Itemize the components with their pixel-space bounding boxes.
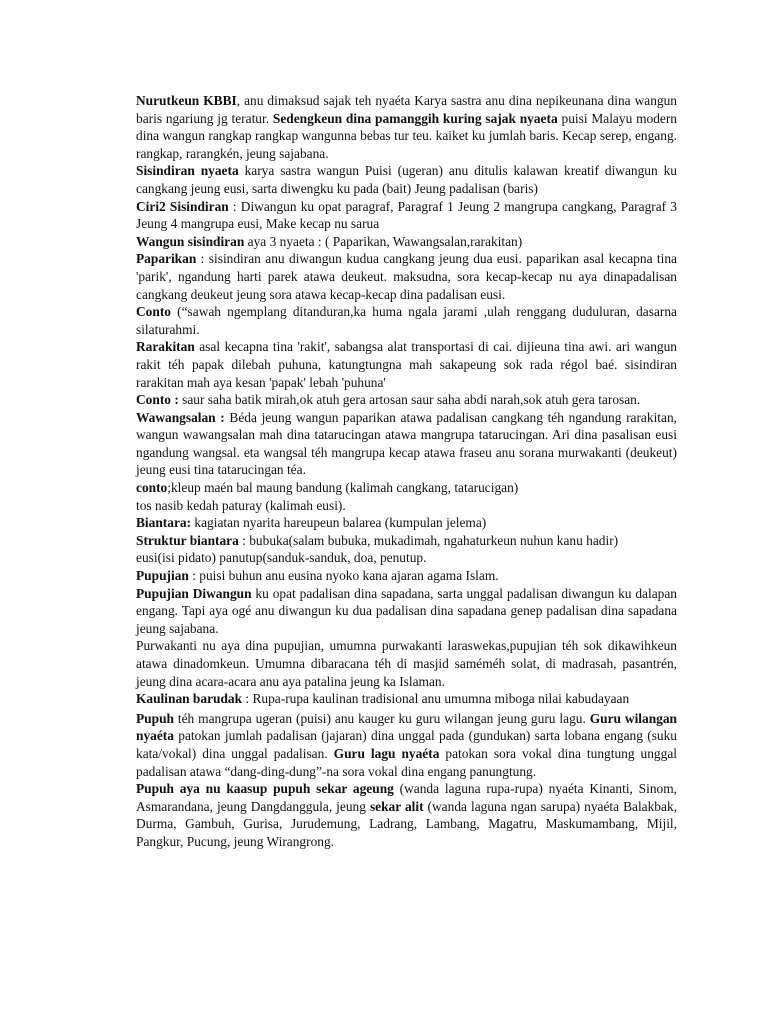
term-rarakitan: Rarakitan: [136, 339, 195, 355]
term-pupuh: Pupuh: [136, 710, 174, 726]
term-conto: Conto: [136, 304, 171, 320]
text-run: ;kleup maén bal maung bandung (kalimah cangkang, tatarucigan): [167, 480, 519, 496]
text-run: : Diwangun ku opat paragraf, Paragraf 1 Jeung 2 mangrupa cangkang, Paragraf 3 Jeung 4 mangrupa eusi, Make kecap nu sarua: [136, 198, 677, 232]
text-run: (wanda laguna ngan sarupa) nyaéta Balakbak, Durma, Gambuh, Gurisa, Jurudemung, Ladrang, Lambang, Magatru, Maskumambang, Mijil, Pangkur, Pucung, jeung Wirangrong.: [136, 798, 677, 849]
text-run: , anu dimaksud sajak teh nyaéta Karya sastra anu dina nepikeunana dina wangun baris ngariung jg teratur.: [136, 93, 677, 126]
paragraph-conto-paparikan: [136, 303, 677, 338]
paragraph-sisindiran-definition: [136, 162, 677, 197]
paragraph-pupujian: [136, 567, 677, 585]
term-sekar-alit: sekar alit: [369, 798, 424, 814]
text-run: : sisindiran anu diwangun kudua cangkang jeung dua eusi. paparikan asal kecapna tina 'parik', ngandung harti parek atawa deukeut. maksudna, sora kecap-kecap nu aya dinapadalisan cangkang deukeut jeung sora atawa kecap-kecap dina padalisan eusi.: [136, 251, 677, 302]
paragraph-conto-wawangsalan: [136, 479, 677, 497]
paragraph-pupuh-sekar: [136, 780, 677, 850]
text-run: kagiatan nyarita hareupeun balarea (kumpulan jelema): [191, 515, 487, 531]
paragraph-conto-rarakitan: [136, 391, 677, 409]
term-kbbi: Nurutkeun KBBI: [136, 93, 237, 108]
paragraph-wangun-sisindiran: [136, 233, 677, 251]
text-run: Béda jeung wangun paparikan atawa padalisan cangkang téh ngandung rarakitan, wangun wawangsalan mah dina tatarucingan atawa mangrupa tatarucingan. Ari dina pasalisan eusi ngandung wangsal. eta wangsal téh mangrupa kecap atawa fraseu anu sorana murwakanti (deukeut) jeung eusi tina tatarucingan téa.: [136, 409, 677, 478]
term-wawangsalan: Wawangsalan :: [136, 409, 225, 425]
text-run: puisi Malayu modern dina wangun rangkap rangkap wangunna bebas tur teu. kaiket ku jumlah baris. Kecap serep, engang. rangkap, rarangkén, jeung sajabana.: [136, 110, 677, 161]
text-run: : bubuka(salam bubuka, mukadimah, ngahaturkeun nuhun kanu hadir): [238, 532, 619, 548]
text-run: Purwakanti nu aya dina pupujian, umumna purwakanti laraswekas,pupujian téh sok dikawihkeun atawa dinadomkeun. Umumna dibaracana téh di masjid saméméh solat, di madrasah, pasantrén, jeung dina acara-acara anu aya patalina jeung ka Islaman.: [136, 638, 677, 689]
term-kaulinan: Kaulinan barudak: [136, 691, 243, 707]
paragraph-purwakanti: [136, 637, 677, 690]
term-struktur: Struktur biantara: [136, 532, 239, 548]
term-pupujian: Pupujian: [136, 568, 189, 584]
term-pamanggih: Sedengkeun dina pamanggih kuring sajak nyaeta: [272, 110, 558, 126]
term-wangun: Wangun sisindiran: [136, 233, 245, 249]
paragraph-pupuh: [136, 710, 677, 780]
paragraph-paparikan: [136, 250, 677, 303]
paragraph-wawangsalan: [136, 409, 677, 479]
text-run: patokan sora vokal dina tungtung unggal padalisan atawa “dang-ding-dung”-na sora vokal dina engang panungtung.: [136, 745, 677, 779]
term-pupujian-diwangun: Pupujian Diwangun: [136, 585, 252, 601]
paragraph-ciri-sisindiran: [136, 198, 677, 233]
term-sisindiran: Sisindiran nyaeta: [136, 163, 239, 179]
text-run: tos nasib kedah paturay (kalimah eusi).: [136, 497, 346, 513]
paragraph-kbbi: [136, 92, 677, 162]
paragraph-kaulinan-barudak: [136, 690, 677, 708]
text-run: (wanda laguna rupa-rupa) nyaéta Kinanti, Sinom, Asmarandana, jeung Dangdanggula, jeung: [136, 781, 678, 814]
text-run: asal kecapna tina 'rakit', sabangsa alat transportasi di cai. dijieuna tina awi. ari wangun rakit téh papak dilebah puhuna, katungtungna mah sakapeung sok rada régol baé. sisindiran rarakitan mah aya kesan 'papak' lebah 'puhuna': [136, 339, 677, 390]
document-page: [136, 92, 677, 851]
term-biantara: Biantara:: [136, 515, 192, 531]
text-run: téh mangrupa ugeran (puisi) anu kauger ku guru wilangan jeung guru lagu.: [173, 710, 590, 726]
text-run: (“sawah ngemplang ditanduran,ka huma ngala jarami ,ulah renggang duduluran, dasarna silaturahmi.: [136, 304, 677, 337]
term-paparikan: Paparikan: [136, 251, 197, 267]
paragraph-struktur-biantara-b: [136, 549, 677, 567]
text-run: patokan jumlah padalisan (jajaran) dina unggal pada (gundukan) sarta lobana engang (suku kata/vokal) dina unggal padalisan.: [136, 728, 677, 761]
term-sekar-ageung: Pupuh aya nu kaasup pupuh sekar ageung: [136, 781, 394, 797]
paragraph-struktur-biantara: [136, 532, 677, 550]
paragraph-rarakitan: [136, 338, 677, 391]
term-conto: Conto :: [136, 392, 179, 408]
text-run: aya 3 nyaeta : ( Paparikan, Wawangsalan,rarakitan): [244, 233, 523, 249]
term-ciri: Ciri2 Sisindiran: [136, 198, 229, 214]
text-run: saur saha batik mirah,ok atuh gera artosan saur saha abdi narah,sok atuh gera tarosan.: [178, 392, 641, 408]
paragraph-pupujian-diwangun: [136, 585, 677, 638]
paragraph-biantara: [136, 514, 677, 532]
term-guru-wilangan: Guru wilangan nyaéta: [136, 710, 678, 744]
text-run: eusi(isi pidato) panutup(sanduk-sanduk, doa, penutup.: [136, 550, 427, 566]
paragraph-conto-wawangsalan-eusi: [136, 497, 677, 515]
term-conto: conto: [136, 480, 168, 496]
text-run: karya sastra wangun Puisi (ugeran) anu ditulis kalawan kreatif diwangun ku cangkang jeung eusi, sarta diwengku ku pada (bait) Jeung padalisan (baris): [136, 163, 677, 196]
text-run: : Rupa-rupa kaulinan tradisional anu umumna miboga nilai kabudayaan: [242, 691, 630, 707]
text-run: : puisi buhun anu eusina nyoko kana ajaran agama Islam.: [188, 568, 499, 584]
text-run: ku opat padalisan dina sapadana, sarta unggal padalisan diwangun ku dalapan engang. Tapi aya ogé anu diwangun ku dua padalisan dina sapadana genep padalisan dina sapadana jeung sajabana.: [136, 585, 677, 636]
term-guru-lagu: Guru lagu nyaéta: [333, 745, 440, 761]
